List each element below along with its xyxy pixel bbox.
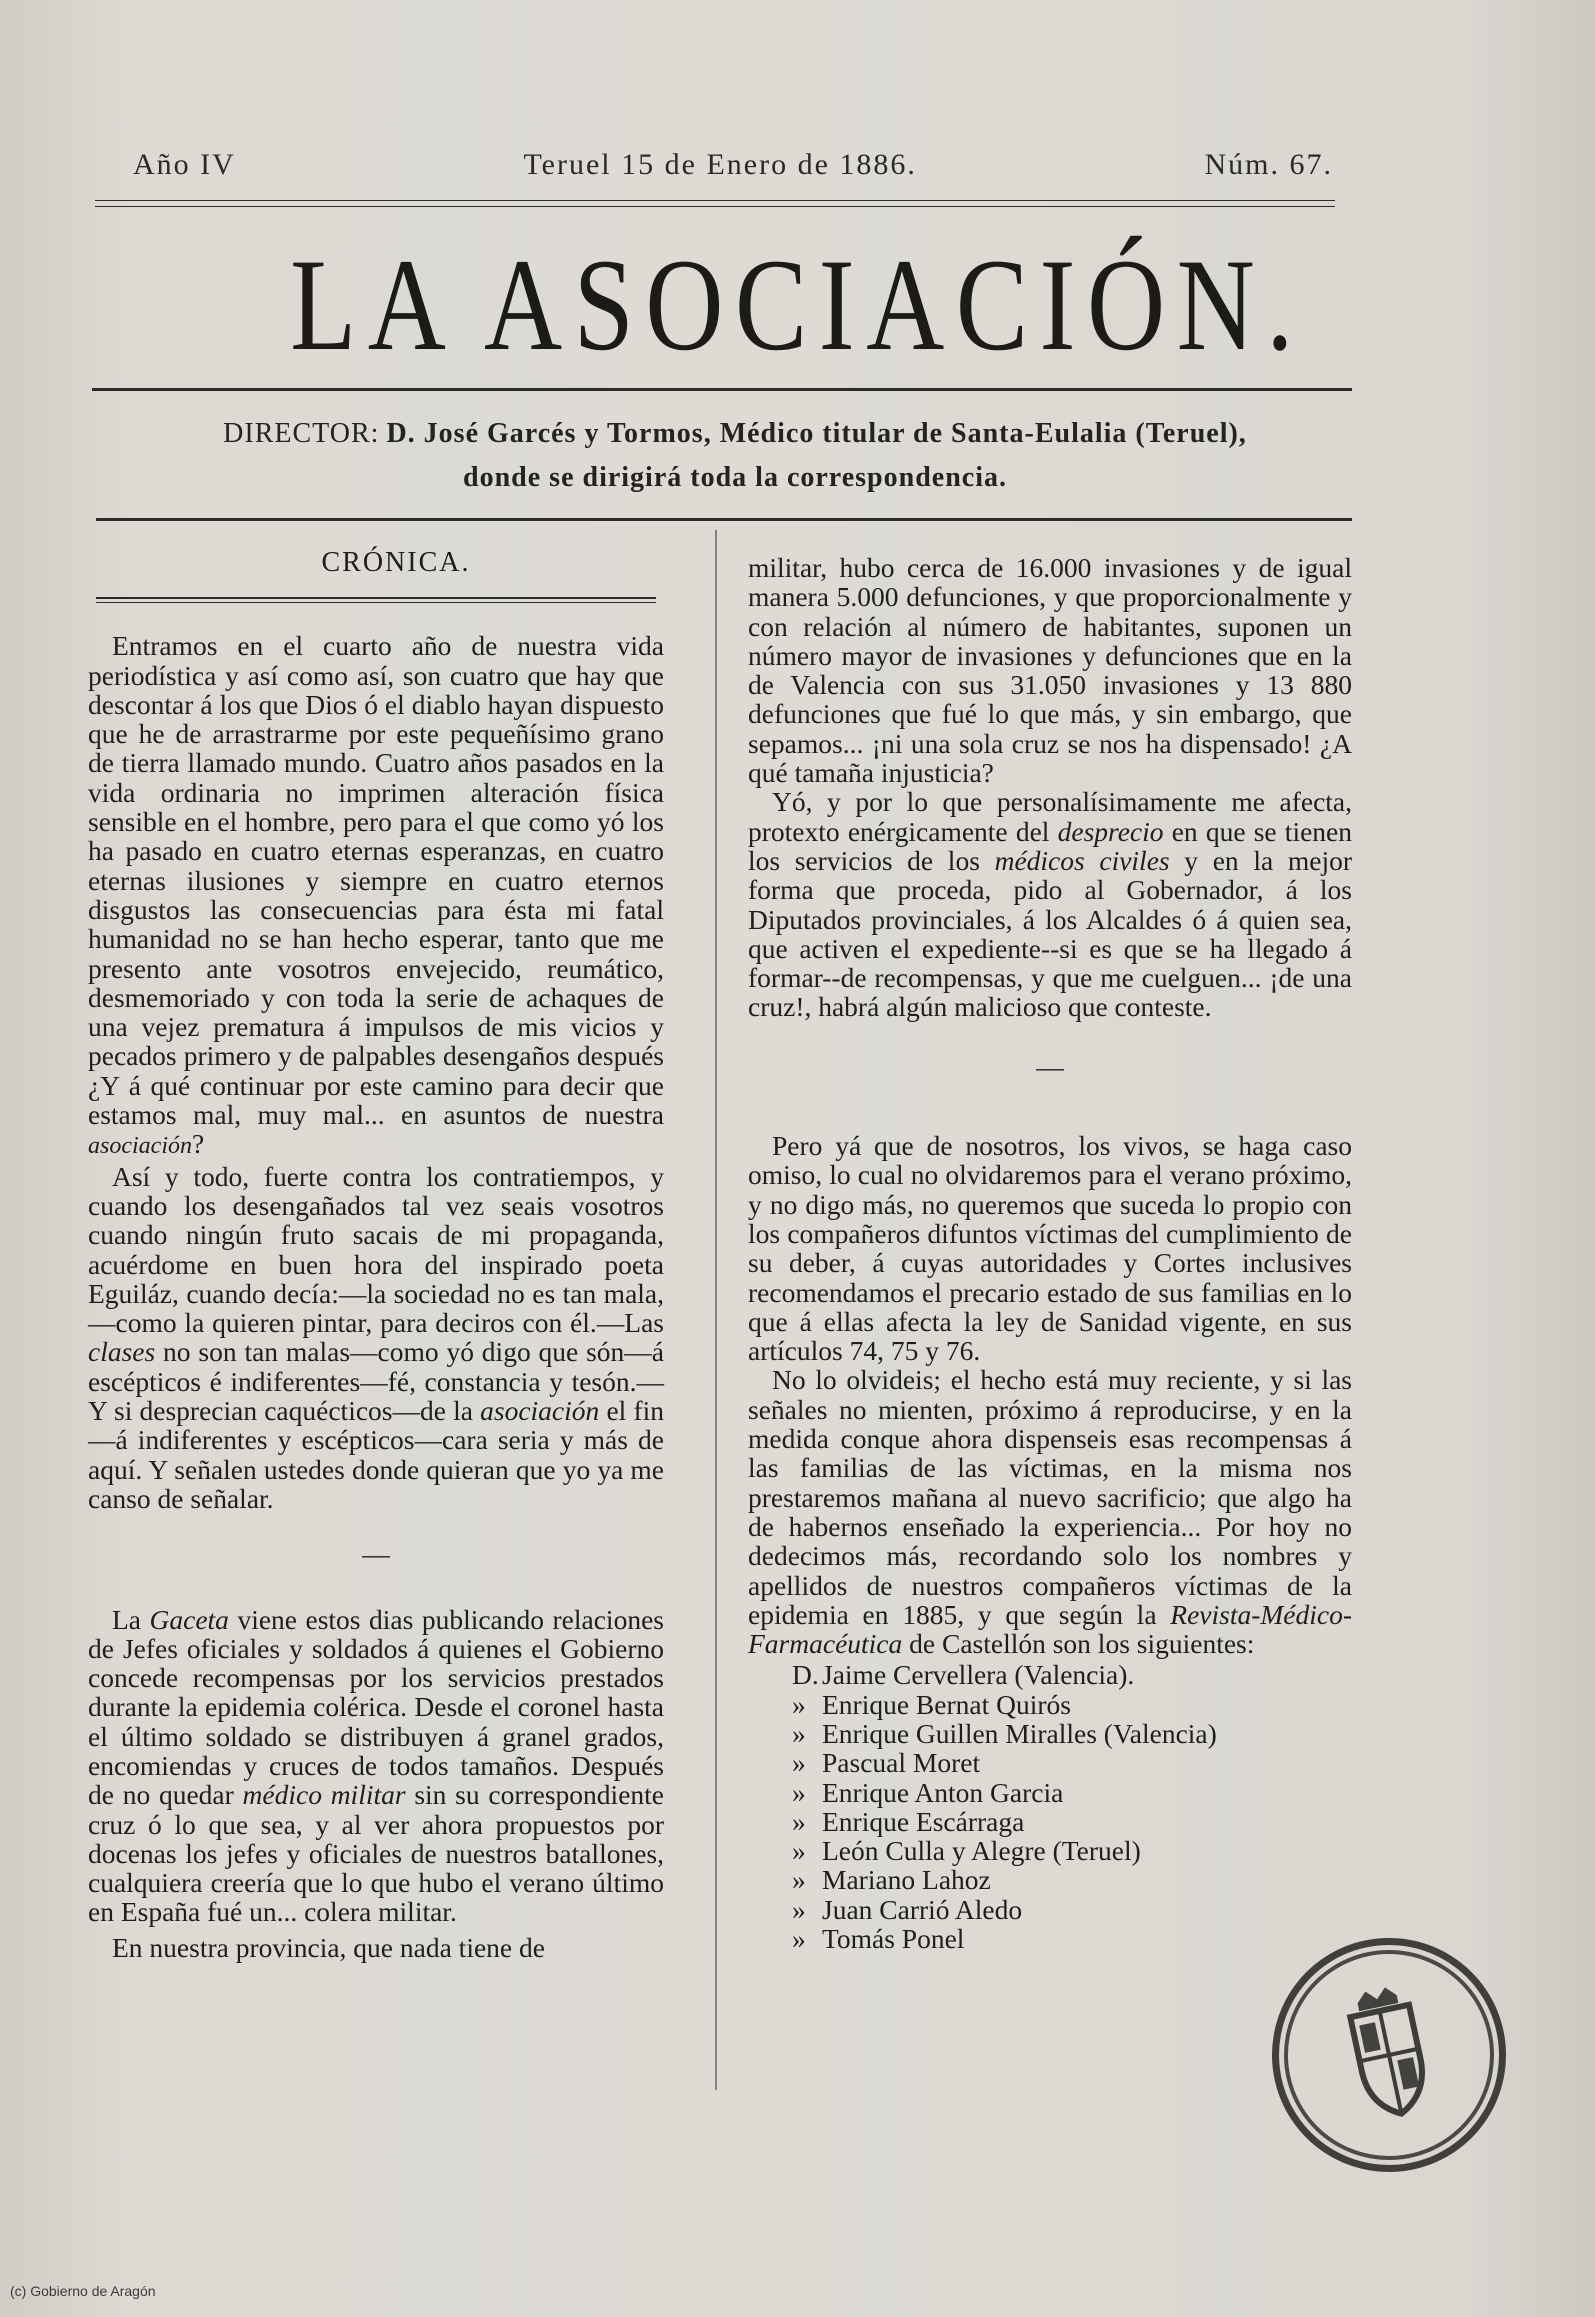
director-line-2: donde se dirigirá toda la correspondencia. — [463, 462, 1007, 493]
right-column — [748, 553, 1352, 1953]
paragraph: Yó, y por lo que personalísimamente me afecta, protexto enérgicamente del desprecio en que se tienen los servicios de los médicos civiles y en la mejor forma que proceda, pido al Gobernador, á los Diputados provinciales, á los Alcaldes ó á quien sea, que activen el expediente--si es que se ha llegado á formar--de recompensas, y que me cuelguen... ¡de una cruz!, habrá algún malicioso que conteste. — [748, 786, 1353, 1023]
paragraph: militar, hubo cerca de 16.000 invasiones y de igual manera 5.000 defunciones, y que proporcionalmente y con relación al número de habitantes, suponen un número mayor de invasiones y defunciones que en la de Valencia con sus 31.050 invasiones y 13 880 defunciones que fué lo que más, y sin embargo, que sepamos... ¡ni una sola cruz se nos ha dispensado! ¿A qué tamaña injusticia? — [748, 552, 1352, 789]
list-item: D. Jaime Cervellera (Valencia). — [792, 1659, 1135, 1691]
list-item: » Juan Carrió Aledo — [792, 1893, 1023, 1925]
separator-dash: — — [362, 1538, 390, 1570]
paragraph: En nuestra provincia, que nada tiene de — [112, 1931, 545, 1963]
masthead-rule-top — [95, 200, 1335, 201]
section-title: CRÓNICA. — [321, 547, 471, 578]
issue-number: Núm. 67. — [1204, 148, 1333, 181]
list-item: » Enrique Anton Garcia — [792, 1776, 1064, 1808]
list-item: » Mariano Lahoz — [792, 1864, 991, 1896]
paragraph: No lo olvideis; el hecho está muy reciente, y si las señales no mienten, próximo á reproducirse, y en la medida conque ahora dispenseis esas recompensas á las familias de las víctimas, en la misma nos prestaremos mañana al nuevo sacrificio; que algo ha de habernos enseñado la experiencia... Por hoy no dedecimos más, recordando solo los nombres y apellidos de nuestros compañeros víctimas de la epidemia en 1885, y que según la Revista-Médico-Farmacéutica de Castellón son los siguientes: — [748, 1364, 1352, 1660]
library-seal-icon — [1250, 1916, 1528, 2194]
paragraph: Entramos en el cuarto año de nuestra vida periodística y así como así, son cuatro que hay que descontar á los que Dios ó el diablo hayan dispuesto que he de arrastrarme por este pequeñísimo grano de tierra llamado mundo. Cuatro años pasados en la vida ordinaria no imprimen alteración física sensible en el hombre, pero para el que como yó los ha pasado en cuatro eternas esperanzas, en cuatro eternas ilusiones y siempre en cuatro eternos disgustos las consecuencias para ésta mi fatal humanidad no se han hecho esperar, tanto que me presento ante vosotros envejecido, reumático, desmemoriado y con toda la serie de achaques de una vejez prematura á impulsos de mis vicios y pecados primero y de palpables desengaños después ¿Y á qué continuar por este camino para decir que estamos mal, muy mal... en asuntos de nuestra asociación? — [88, 630, 664, 1160]
paragraph: La Gaceta viene estos dias publicando relaciones de Jefes oficiales y soldados á quienes el Gobierno concede recompensas por los servicios prestados durante la epidemia colérica. Desde el coronel hasta el último soldado se distribuyen á granel grados, encomiendas y cruces de todos tamaños. Después de no quedar médico militar sin su correspondiente cruz ó lo que sea, y al ver ahora propuestos por docenas los jefes y oficiales de nuestros batallones, cualquiera creería que lo que hubo el verano último en España fué un... colera militar. — [88, 1603, 664, 1928]
list-item: » Enrique Escárraga — [792, 1805, 1025, 1837]
director-label: DIRECTOR: — [223, 418, 380, 449]
copyright-notice: (c) Gobierno de Aragón — [10, 2283, 156, 2299]
victims-list — [748, 1660, 1352, 1953]
issue-year: Año IV — [133, 148, 236, 181]
list-item: » Tomás Ponel — [792, 1923, 965, 1955]
list-item: » Enrique Bernat Quirós — [792, 1688, 1071, 1720]
director-line-1: D. José Garcés y Tormos, Médico titular de Santa-Eulalia (Teruel), — [386, 418, 1247, 449]
separator-dash: — — [1036, 1050, 1064, 1082]
title-rule — [92, 388, 1352, 391]
director-block — [110, 412, 1360, 500]
section-rule — [96, 597, 656, 603]
column-divider — [715, 530, 717, 2090]
list-item: » Pascual Moret — [792, 1747, 981, 1779]
director-rule — [96, 518, 1352, 521]
newspaper-title: LA ASOCIACIÓN. — [290, 231, 1305, 378]
masthead-rule-bottom — [95, 206, 1335, 207]
list-item: » Enrique Guillen Miralles (Valencia) — [792, 1717, 1217, 1749]
masthead-line — [133, 148, 1333, 182]
list-item: » León Culla y Alegre (Teruel) — [792, 1835, 1141, 1867]
place-date: Teruel 15 de Enero de 1886. — [523, 148, 917, 181]
left-column — [88, 548, 664, 1962]
paragraph: Así y todo, fuerte contra los contratiempos, y cuando los desengañados tal vez seais vosotros cuando ningún fruto sacais de mi propaganda, acuérdome en buen hora del inspirado poeta Eguiláz, cuando decía:—la sociedad no es tan mala,—como la quieren pintar, para deciros con él.—Las clases no son tan malas—como yó digo que són—á escépticos é indiferentes—fé, constancia y tesón.—Y si desprecian caquécticos—de la asociación el fin —á indiferentes y escépticos—cara seria y más de aquí. Y señalen ustedes donde quieran que yo ya me canso de señalar. — [88, 1160, 664, 1514]
paragraph: Pero yá que de nosotros, los vivos, se haga caso omiso, lo cual no olvidaremos para el verano próximo, y no digo más, no queremos que suceda lo propio con los compañeros difuntos víctimas del cumplimiento de su deber, á cuyas autoridades y Cortes inclusives recomendamos el precario estado de sus familias en lo que á ellas afecta la ley de Sanidad vigente, en sus artículos 74, 75 y 76. — [748, 1130, 1352, 1367]
coat-of-arms-icon — [1300, 1966, 1478, 2144]
